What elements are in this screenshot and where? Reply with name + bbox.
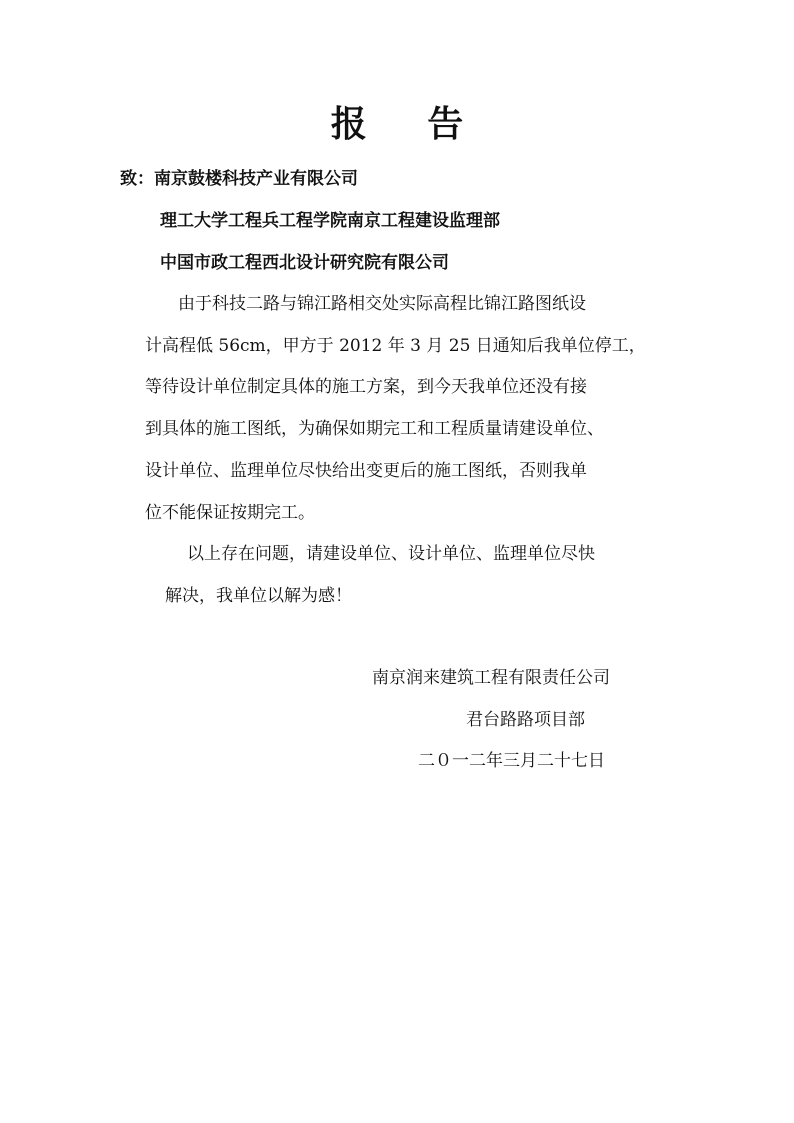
recipient-line: 致：南京鼓楼科技产业有限公司 — [120, 169, 358, 189]
page-title: 报 告 — [330, 103, 488, 145]
signature-date: 二０一二年三月二十七日 — [418, 751, 605, 771]
paragraph-line: 以上存在问题，请建设单位、设计单位、监理单位尽快 — [187, 544, 595, 564]
signature-company: 南京润来建筑工程有限责任公司 — [372, 668, 610, 688]
paragraph-line: 位不能保证按期完工。 — [145, 503, 315, 523]
recipient-line: 理工大学工程兵工程学院南京工程建设监理部 — [160, 211, 500, 231]
paragraph-line: 等待设计单位制定具体的施工方案，到今天我单位还没有接 — [145, 377, 587, 397]
paragraph-line: 解决，我单位以解为感！ — [165, 586, 352, 606]
signature-department: 君台路路项目部 — [466, 710, 585, 730]
paragraph-line: 由于科技二路与锦江路相交处实际高程比锦江路图纸设 — [178, 294, 586, 314]
recipient-line: 中国市政工程西北设计研究院有限公司 — [160, 253, 449, 273]
paragraph-line: 到具体的施工图纸，为确保如期完工和工程质量请建设单位、 — [145, 419, 604, 439]
paragraph-line: 计高程低 56cm，甲方于 2012 年 3 月 25 日通知后我单位停工， — [145, 336, 646, 356]
paragraph-line: 设计单位、监理单位尽快给出变更后的施工图纸，否则我单 — [145, 461, 587, 481]
